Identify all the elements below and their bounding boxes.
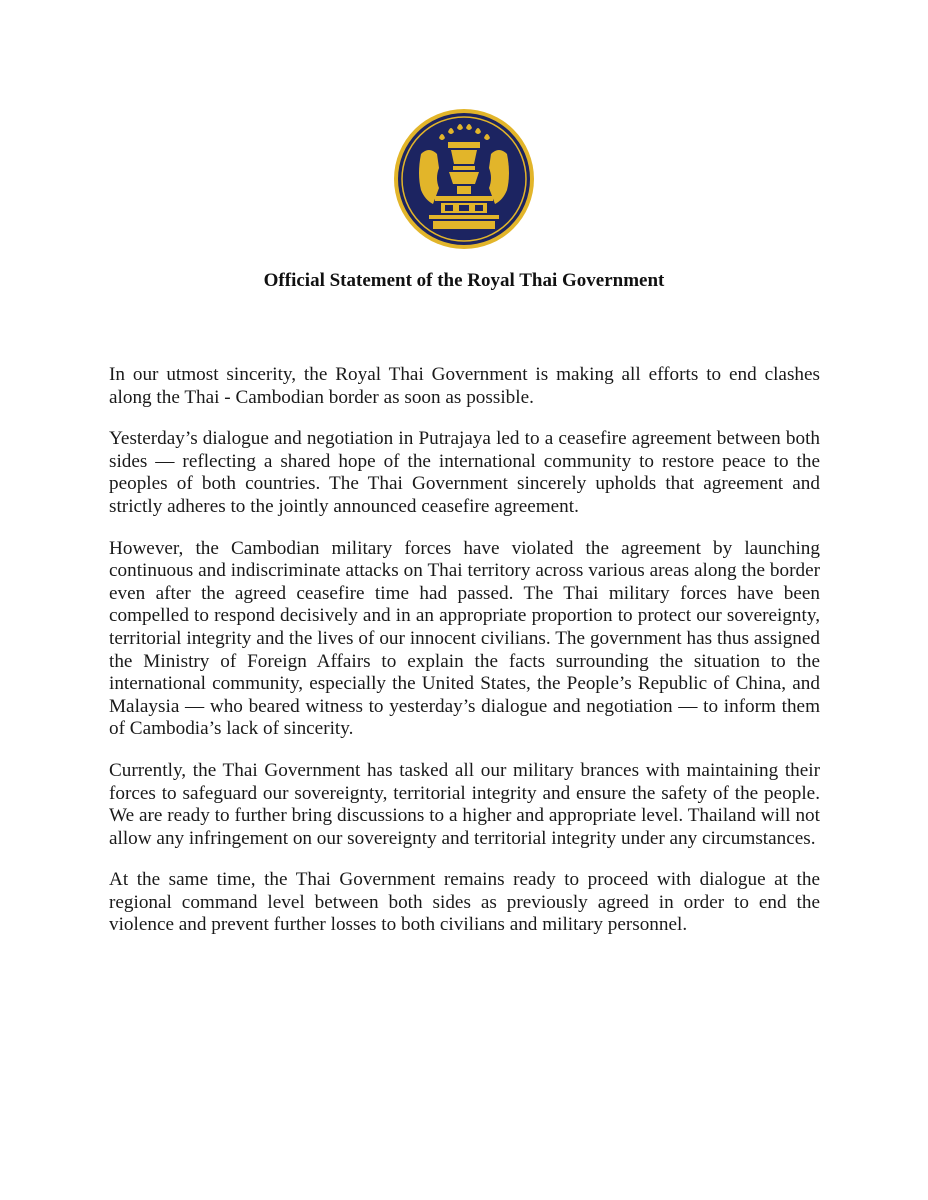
document-body [109, 364, 820, 956]
paragraph: Yesterday’s dialogue and negotiation in Putrajaya led to a ceasefire agreement between both sides — reflecting a shared hope of the international community to restore peace to the peoples of both countries. The Thai Government sincerely upholds that agreement and strictly adheres to the jointly announced ceasefire agreement. [109, 428, 820, 517]
paragraph: Currently, the Thai Government has tasked all our military brances with maintaining their forces to safeguard our sovereignty, territorial integrity and ensure the safety of the people. We are ready to further bring discussions to a higher and appropriate level. Thailand will not allow any infringement on our sovereignty and territorial integrity under any circumstances. [109, 759, 820, 849]
paragraph: At the same time, the Thai Government remains ready to proceed with dialogue at the regional command level between both sides as previously agreed in order to end the violence and prevent further losses to both civilians and military personnel. [109, 869, 820, 936]
paragraph: In our utmost sincerity, the Royal Thai Government is making all efforts to end clashes along the Thai - Cambodian border as soon as possible. [109, 364, 820, 408]
paragraph: However, the Cambodian military forces have violated the agreement by launching continuous and indiscriminate attacks on Thai territory across various areas along the border even after the agreed ceasefire time had passed. The Thai military forces have been compelled to respond decisively and in an appropriate proportion to protect our sovereignty, territorial integrity and the lives of our innocent civilians. The government has thus assigned the Ministry of Foreign Affairs to explain the facts surrounding the situation to the international community, especially the United States, the People’s Republic of China, and Malaysia — who beared witness to yesterday’s dialogue and negotiation — to inform them of Cambodia’s lack of sincerity. [109, 537, 820, 740]
document-title: Official Statement of the Royal Thai Government [263, 270, 665, 291]
royal-thai-government-seal-icon [393, 108, 535, 250]
